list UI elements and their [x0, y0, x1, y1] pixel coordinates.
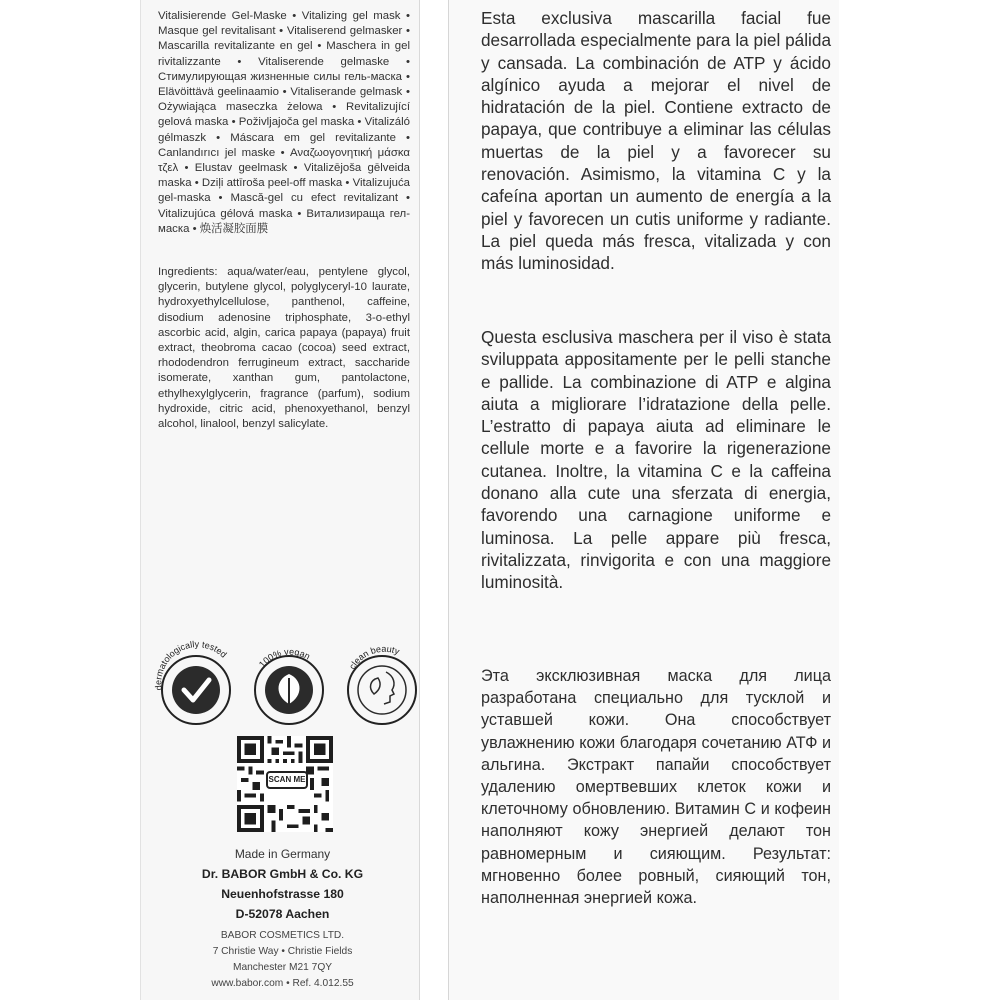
clean-beauty-badge: [338, 638, 426, 726]
product-names-multilingual: Vitalisierende Gel-Maske • Vitalizing gel mask • Masque gel revitalisant • Vitaliserend gelmasker • Mascarilla revitalizante en gel • Maschera in gel rivitalizzante • Vitaliserende gelmaske • Стимулирующая жизненные силы гель-маска • Elävöittävä geelinaamio • Vitaliserande gelmask • Ożywiająca maseczka żelowa • Revitalizující gelová maska • Poživljajoča gel maska • Vitalizáló gélmaszk • Máscara em gel revitalizante • Canlandırıcı jel maske • Αναζωογονητική μάσκα τζελ • Elustav geelmask • Vitalizējoša gēlveida maska • Dziļi attīroša peel-off maska • Vitalizujuća gel-maska • Mască-gel cu efect revitalizant • Vitalizujúca gélová maska • Витализираща гел-маска • 焕活凝胶面膜: [158, 10, 410, 235]
badge-label-derm: dermatologically tested: [153, 639, 229, 692]
description-italian: Questa esclusiva maschera per il viso è stata sviluppata appositamente per le pelli stanche e pallide. La combinazione di ATP e algina aiuta a migliorare l’idratazione della pelle. L’estratto di papaya aiuta ad eliminare le cellule morte e a favorire la rigenerazione cutanea. Inoltre, la vitamina C e la caffeina donano alla cute una sferzata di energia, favorendo una carnagione uniforme e luminosa. La pelle appare più fresca, rivitalizzata, rinvigorita e con una maggiore luminosità.: [481, 327, 831, 593]
website-reference: www.babor.com • Ref. 4.012.55: [211, 978, 354, 989]
checkmark-icon: [172, 666, 220, 714]
uk-street: 7 Christie Way • Christie Fields: [212, 946, 353, 957]
vegan-badge: [245, 638, 333, 726]
description-spanish: Esta exclusiva mascarilla facial fue desarrollada especialmente para la piel pálida y cansada. La combinación de ATP y ácido algínico ayuda a mejorar el nivel de hidratación de la piel. Contiene extracto de papaya, que contribuye a eliminar las células muertas de la piel y a favorecer su renovación. Asimismo, la vitamina C y la cafeína aportan un aumento de energía a la piel y favorecen un cutis uniforme y radiante. La piel queda más fresca, vitalizada y con más luminosidad.: [481, 8, 831, 274]
scan-me-label: SCAN ME: [266, 771, 308, 789]
badge-label-clean: clean beauty: [347, 643, 401, 672]
company-name: Dr. BABOR GmbH & Co. KG: [201, 867, 364, 881]
uk-city: Manchester M21 7QY: [232, 962, 333, 973]
badge-row: [150, 638, 420, 738]
made-in-label: Made in Germany: [234, 847, 331, 861]
description-russian: Эта эксклюзивная маска для лица разработана специально для тусклой и уставшей кожи. Она способствует увлажнению кожи благодаря сочетанию АТФ и альгина. Экстракт папайи способствует удалению омертвевших клеток кожи и клеточному обновлению. Витамин С и кофеин наполняют кожу энергией делают тон равномерным и сияющим. Результат: мгновенно более ровный, сияющий тон, наполненная энергией кожа.: [481, 667, 831, 908]
badge-label-vegan: 100% vegan: [256, 646, 312, 670]
dermatologically-tested-badge: [152, 638, 240, 726]
face-leaf-icon: [358, 666, 406, 714]
svg-text:100% vegan: [257, 647, 312, 670]
uk-company-name: BABOR COSMETICS LTD.: [220, 930, 345, 941]
company-street: Neuenhofstrasse 180: [221, 887, 344, 901]
company-city: D-52078 Aachen: [235, 907, 330, 921]
ingredients-list: Ingredients: aqua/water/eau, pentylene glycol, glycerin, butylene glycol, polyglyceryl-10 laurate, hydroxyethylcellulose, panthenol, caffeine, disodium adenosine triphosphate, 3-o-ethyl ascorbic acid, algin, carica papaya (papaya) fruit extract, theobroma cacao (cocoa) seed extract, rhododendron ferrugineum extract, saccharide isomerate, xanthan gum, pantolactone, ethylhexylglycerin, fragrance (parfum), sodium hydroxide, citric acid, phenoxyethanol, benzyl alcohol, linalool, benzyl salicylate.: [158, 266, 410, 431]
